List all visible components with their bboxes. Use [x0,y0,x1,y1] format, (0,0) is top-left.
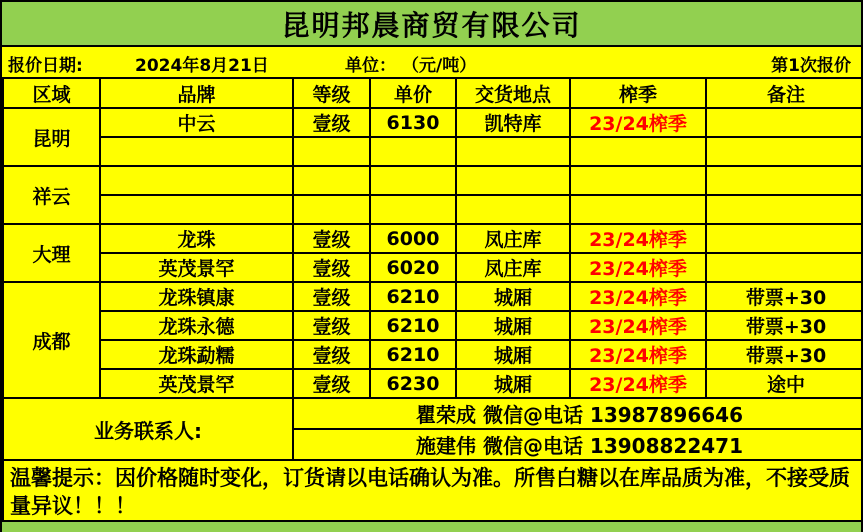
brand-cell: 英茂景罕 [100,369,293,398]
header-grade: 等级 [293,78,370,108]
header-brand: 品牌 [100,78,293,108]
table-row [3,137,863,166]
delivery-cell: 城厢 [456,340,570,369]
price-cell: 6210 [370,311,456,340]
price-cell: 6230 [370,369,456,398]
notice-row [3,460,863,522]
grade-cell [293,137,370,166]
delivery-cell [456,166,570,195]
header-season: 榨季 [570,78,706,108]
remark-cell [706,137,863,166]
region-cell-kunming: 昆明 [3,108,100,166]
unit-value: （元/吨） [402,56,477,76]
company-title-bar [2,2,861,47]
company-name: 昆明邦晨商贸有限公司 [281,8,582,42]
region-cell-dali: 大理 [3,224,100,282]
grade-cell: 壹级 [293,369,370,398]
season-cell [570,137,706,166]
price-cell: 6000 [370,224,456,253]
table-row [3,311,863,340]
season-cell [570,195,706,224]
grade-cell: 壹级 [293,282,370,311]
grade-cell: 壹级 [293,311,370,340]
remark-cell [706,224,863,253]
brand-cell: 龙珠镇康 [100,282,293,311]
price-cell: 6130 [370,108,456,137]
brand-cell: 龙珠 [100,224,293,253]
unit-label: 单位： [345,56,396,76]
remark-cell [706,195,863,224]
remark-cell: 带票+30 [706,340,863,369]
delivery-cell: 城厢 [456,282,570,311]
region-cell-chengdu: 成都 [3,282,100,398]
brand-cell: 中云 [100,108,293,137]
info-bar [2,47,861,77]
remark-cell [706,108,863,137]
brand-cell [100,195,293,224]
price-cell: 6020 [370,253,456,282]
season-cell: 23/24榨季 [570,282,706,311]
season-cell [570,166,706,195]
table-row [3,108,863,137]
table-row [3,195,863,224]
grade-cell: 壹级 [293,224,370,253]
brand-cell: 龙珠勐糯 [100,340,293,369]
remark-cell [706,166,863,195]
remark-cell: 途中 [706,369,863,398]
price-cell: 6210 [370,340,456,369]
remark-cell [706,253,863,282]
price-cell [370,166,456,195]
grade-cell [293,195,370,224]
delivery-cell [456,137,570,166]
season-cell: 23/24榨季 [570,369,706,398]
grade-cell: 壹级 [293,108,370,137]
bottom-green-strip [2,520,863,532]
quote-date-value: 2024年8月21日 [135,56,269,76]
table-row [3,224,863,253]
grade-cell [293,166,370,195]
table-row [3,282,863,311]
delivery-cell: 城厢 [456,369,570,398]
season-cell: 23/24榨季 [570,224,706,253]
price-cell [370,137,456,166]
delivery-cell: 凤庄库 [456,253,570,282]
delivery-cell [456,195,570,224]
contact-line-1: 瞿荣成 微信@电话 13987896646 [293,398,863,429]
delivery-cell: 凯特库 [456,108,570,137]
contact-label: 业务联系人: [3,398,293,460]
header-delivery: 交货地点 [456,78,570,108]
quote-date-label: 报价日期: [8,56,83,76]
header-price: 单价 [370,78,456,108]
price-table [2,77,863,523]
header-remark: 备注 [706,78,863,108]
price-cell [370,195,456,224]
delivery-cell: 凤庄库 [456,224,570,253]
table-row [3,340,863,369]
brand-cell: 英茂景罕 [100,253,293,282]
delivery-cell: 城厢 [456,311,570,340]
season-cell: 23/24榨季 [570,108,706,137]
grade-cell: 壹级 [293,340,370,369]
table-row [3,369,863,398]
brand-cell [100,137,293,166]
notice-text: 温馨提示：因价格随时变化，订货请以电话确认为准。所售白糖以在库品质为准，不接受质量异议！！！ [3,460,863,522]
table-row [3,166,863,195]
season-cell: 23/24榨季 [570,340,706,369]
price-cell: 6210 [370,282,456,311]
header-region: 区域 [3,78,100,108]
remark-cell: 带票+30 [706,311,863,340]
grade-cell: 壹级 [293,253,370,282]
table-row [3,253,863,282]
region-cell-xiangyun: 祥云 [3,166,100,224]
quote-number: 第1次报价 [771,56,851,76]
contact-row [3,398,863,429]
brand-cell: 龙珠永德 [100,311,293,340]
season-cell: 23/24榨季 [570,253,706,282]
season-cell: 23/24榨季 [570,311,706,340]
remark-cell: 带票+30 [706,282,863,311]
brand-cell [100,166,293,195]
table-header-row [3,78,863,108]
contact-line-2: 施建伟 微信@电话 13908822471 [293,429,863,460]
